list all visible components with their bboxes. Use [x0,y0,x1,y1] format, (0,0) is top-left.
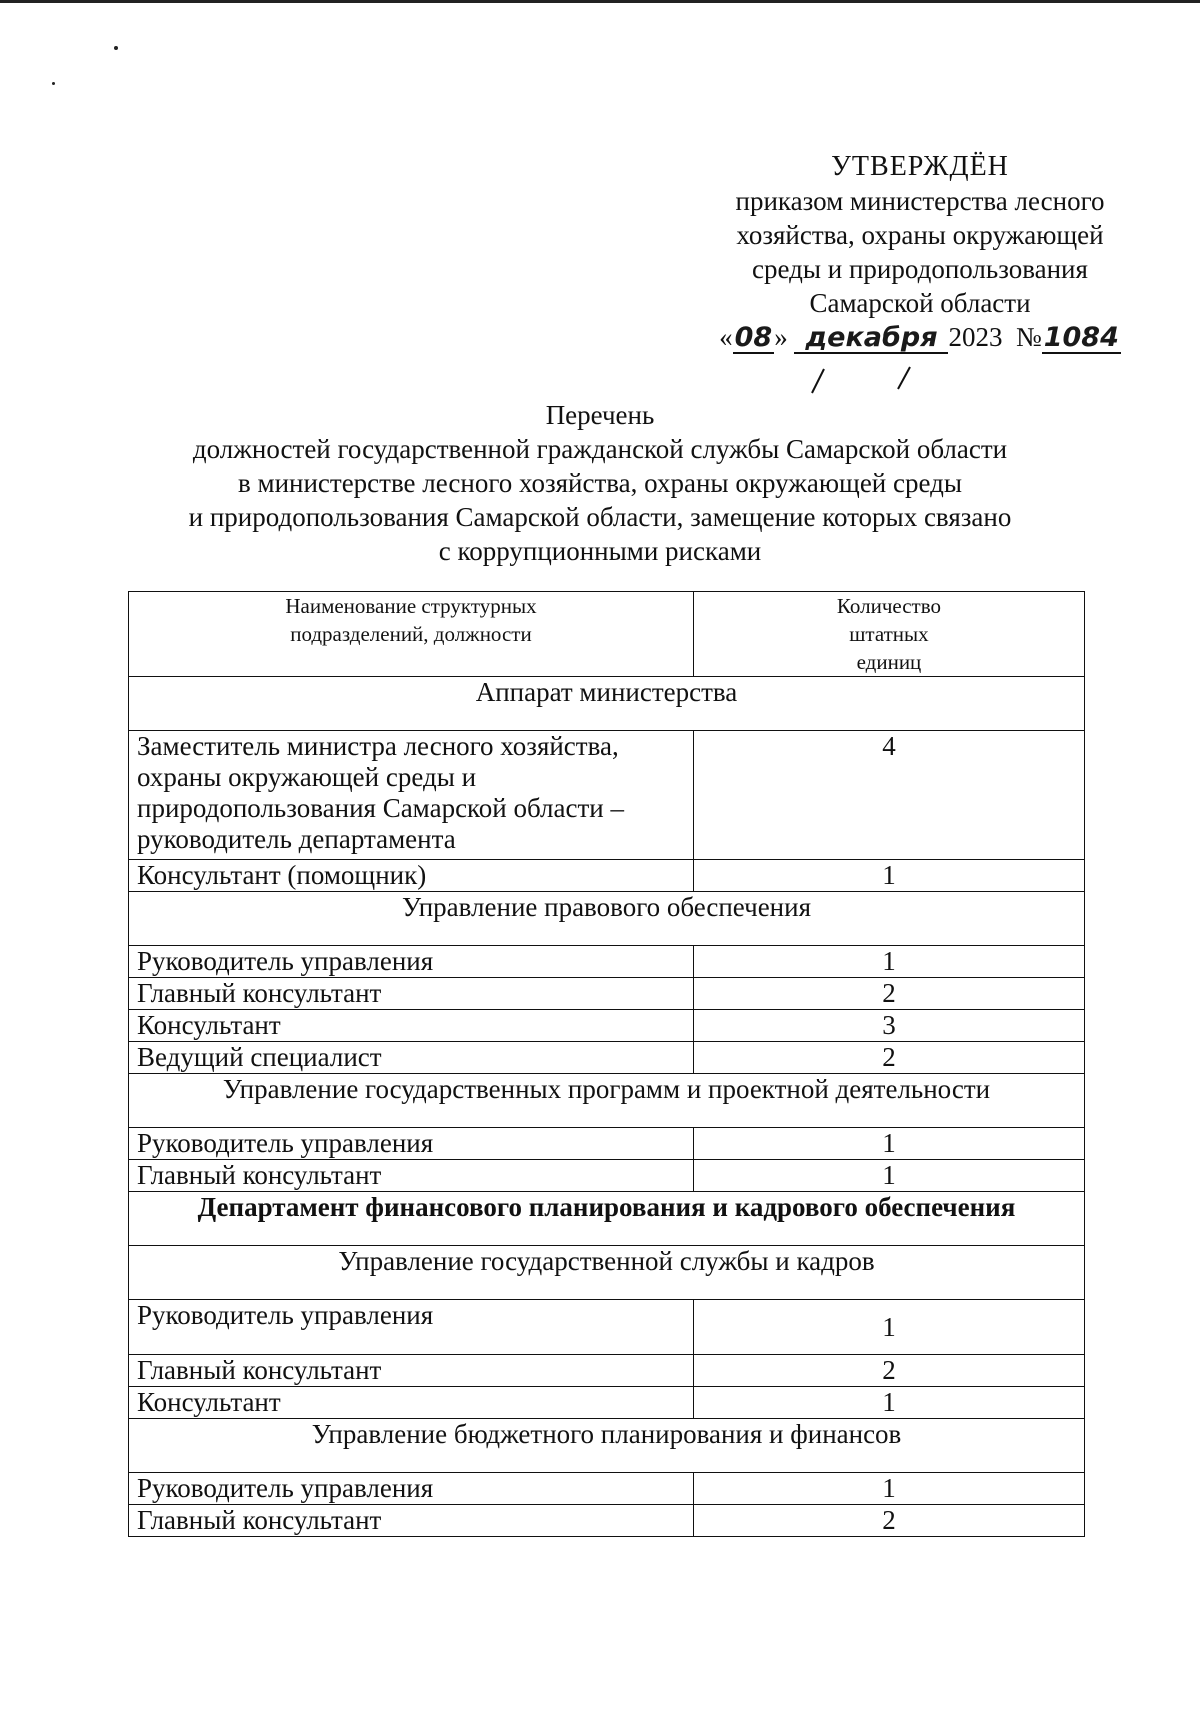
table-row [129,978,1085,1010]
position-qty: 2 [693,978,1084,1010]
position-name: Главный консультант [129,978,694,1010]
position-name: Руководитель управления [129,1300,694,1355]
header-text: Наименование структурных [285,594,537,618]
header-name-cell [129,592,694,677]
table-row [129,1473,1085,1505]
header-text: подразделений, должности [290,622,532,646]
header-text: штатных [849,622,929,646]
title-line: и природопользования Самарской области, замещение которых связано [188,502,1012,532]
position-qty: 2 [693,1505,1084,1537]
table-row [129,1160,1085,1192]
scan-speck [114,46,118,50]
position-qty: 1 [693,1387,1084,1419]
page-top-border [0,0,1200,3]
approval-line: Самарской области [809,288,1031,318]
section-row [129,1246,1085,1300]
position-name: Консультант [129,1387,694,1419]
signature-strokes [700,355,1140,395]
position-qty: 2 [693,1042,1084,1074]
position-qty: 3 [693,1010,1084,1042]
approval-block [700,150,1140,360]
title-heading: Перечень [545,400,655,430]
position-name: Ведущий специалист [129,1042,694,1074]
table-row [129,1387,1085,1419]
position-name: Консультант (помощник) [129,860,694,892]
table-row [129,946,1085,978]
table-row [129,1300,1085,1355]
positions-table [128,591,1085,1537]
position-name: Консультант [129,1010,694,1042]
position-name: Главный консультант [129,1160,694,1192]
position-qty: 1 [693,1128,1084,1160]
title-line: в министерстве лесного хозяйства, охраны окружающей среды [237,468,963,498]
section-row [129,892,1085,946]
scan-speck [52,82,55,85]
header-text: единиц [856,650,922,674]
department-row [129,1192,1085,1246]
table-row [129,1355,1085,1387]
position-name: Руководитель управления [129,1128,694,1160]
section-title: Аппарат министерства [129,677,1085,731]
title-line: должностей государственной гражданской службы Самарской области [192,434,1008,464]
section-row [129,1419,1085,1473]
position-name: Заместитель министра лесного хозяйства, охраны окружающей среды и природопользования Самарской области – руководитель департамента [129,731,694,860]
position-name: Руководитель управления [129,1473,694,1505]
order-number: 1084 [1043,322,1119,353]
section-row [129,677,1085,731]
table-row [129,731,1085,860]
order-year: 2023 [948,322,1003,352]
position-qty: 1 [693,1160,1084,1192]
quote-close: » [774,322,788,352]
department-title: Департамент финансового планирования и кадрового обеспечения [129,1192,1085,1246]
approval-title: УТВЕРЖДЁН [831,151,1009,182]
position-qty: 2 [693,1355,1084,1387]
table-row [129,1010,1085,1042]
position-name: Главный консультант [129,1505,694,1537]
position-qty: 1 [693,1300,1084,1355]
quote-open: « [719,322,733,352]
approval-line: приказом министерства лесного [735,186,1105,216]
position-qty: 1 [693,1473,1084,1505]
table-row [129,1042,1085,1074]
title-line: с коррупционными рисками [438,536,762,566]
document-title [150,398,1050,568]
section-title: Управление государственных программ и проектной деятельности [129,1074,1085,1128]
table-row [129,1128,1085,1160]
approval-line: хозяйства, охраны окружающей [736,220,1104,250]
section-title: Управление бюджетного планирования и финансов [129,1419,1085,1473]
section-row [129,1074,1085,1128]
position-qty: 4 [693,731,1084,860]
approval-line: среды и природопользования [752,254,1088,284]
order-date-number [700,320,1140,360]
table-row [129,860,1085,892]
section-title: Управление государственной службы и кадров [129,1246,1085,1300]
header-qty-cell [693,592,1084,677]
section-title: Управление правового обеспечения [129,892,1085,946]
table-row [129,1505,1085,1537]
position-name: Руководитель управления [129,946,694,978]
position-qty: 1 [693,946,1084,978]
order-month: декабря [794,324,948,354]
position-qty: 1 [693,860,1084,892]
table-header-row [129,592,1085,677]
number-sign: № [1015,322,1042,352]
header-text: Количество [836,594,941,618]
position-name: Главный консультант [129,1355,694,1387]
order-day: 08 [734,322,773,353]
